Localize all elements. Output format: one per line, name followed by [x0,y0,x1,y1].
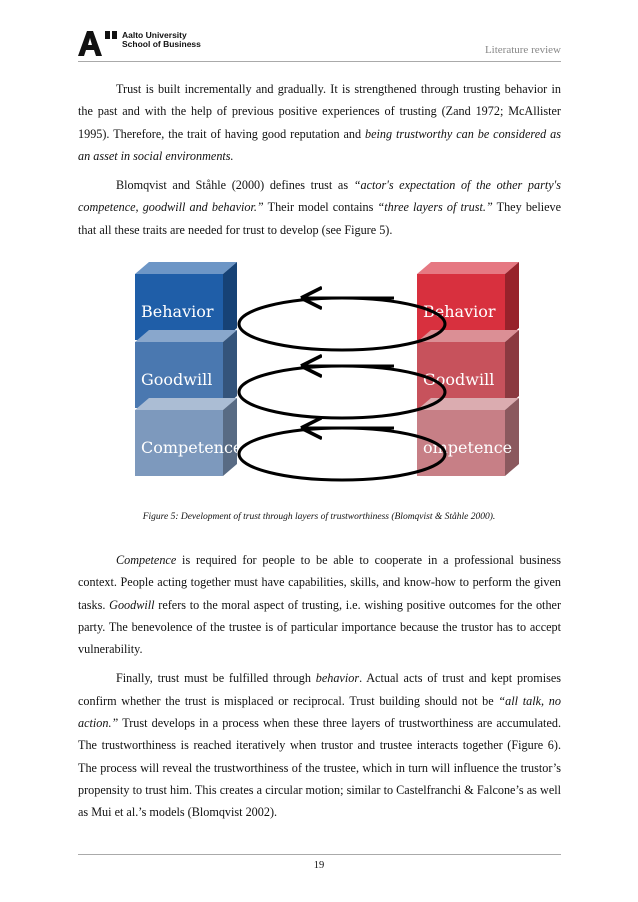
text-run: They believe that all these traits are needed for trust to develop (see Figure 5). [78,200,562,237]
loop-arrow-2 [239,366,445,418]
right-layer-stack [417,262,519,476]
logo-line-2: School of Business [122,39,201,49]
paragraph-3 [78,549,561,660]
text-run: Trust develops in a process when these three layers of trustworthiness are accumulated. The trustworthiness is reached iteratively when trustor and trustee interacts together (Figure 6). The process will reveal the trustworthiness of the trustee, which in turn will influence the trustor’s propensity to trust him. This creates a circular motion; similar to Castelfranchi & Falcone’s as well as Mui et al.’s models (Blomqvist 2002). [78,716,561,820]
italic-run: being trustworthy can be considered as an asset in social environments. [78,126,561,163]
left-layer-2 [135,330,237,408]
paragraph-4 [78,667,561,823]
aalto-logo-icon [78,30,118,56]
text-run: . Actual acts of trust and kept promises confirm whether the trust is misplaced or reciprocal. Trust building should not be [78,671,561,708]
right-layer-label: ompetence [423,438,513,457]
italic-run: Goodwill [109,597,155,612]
text-run: is required for people to be able to cooperate in a professional business context. People acting together must have capabilities, skills, and know-how to perform the given tasks. [78,553,561,612]
paragraph-1 [78,78,561,167]
page-number: 19 [313,860,325,871]
figure-caption: Figure 5: Development of trust through layers of trustworthiness (Blomqvist & Ståhle 2000). [142,512,496,522]
text-run: refers to the moral aspect of trusting, i.e. wishing positive outcomes for the other party. The benevolence of the trustee is of particular importance because the trustor has to accept vulnerability. [78,597,562,657]
left-layer-label: Competence [141,438,243,457]
body-text-upper [78,78,561,248]
header-divider [78,61,561,62]
italic-run: “three layers of trust.” [377,200,493,215]
right-layer-2 [417,330,519,408]
left-layer-label: Goodwill [141,370,213,389]
footer-divider [78,854,561,855]
text-run: Finally, trust must be fulfilled through [116,671,316,686]
circular-arrows [239,298,445,480]
left-layer-3 [135,398,242,476]
italic-run: behavior [315,671,360,686]
page-header [78,28,561,58]
italic-run: “all talk, no action.” [78,693,561,731]
text-run: Their model contains [263,200,378,215]
text-run: Trust is built incrementally and gradually. It is strengthened through trusting behavior in the past and with the help of previous positive experiences of trusting (Zand 1972; McAllister 1995). Therefore, the trait of having good reputation and [78,82,561,141]
italic-run: “actor's expectation of the other party's competence, goodwill and behavior.” [78,178,561,215]
right-layer-label: Goodwill [423,370,495,389]
paragraph-2 [78,174,561,241]
loop-arrow-1 [239,298,445,350]
left-layer-1 [135,262,237,340]
running-head: Literature review [484,44,561,56]
logo-text [122,31,201,49]
text-run: Blomqvist and Ståhle (2000) defines trust as [116,178,354,193]
logo-line-1: Aalto University [122,30,187,40]
trust-layers-figure [132,262,532,502]
italic-run: Competence [116,553,177,567]
left-layer-stack [135,262,242,476]
left-layer-label: Behavior [141,302,214,321]
right-layer-1 [417,262,519,340]
body-text-lower [78,549,561,831]
right-layer-3 [417,398,519,476]
right-layer-label: Behavior [423,302,496,321]
loop-arrow-3 [239,428,445,480]
